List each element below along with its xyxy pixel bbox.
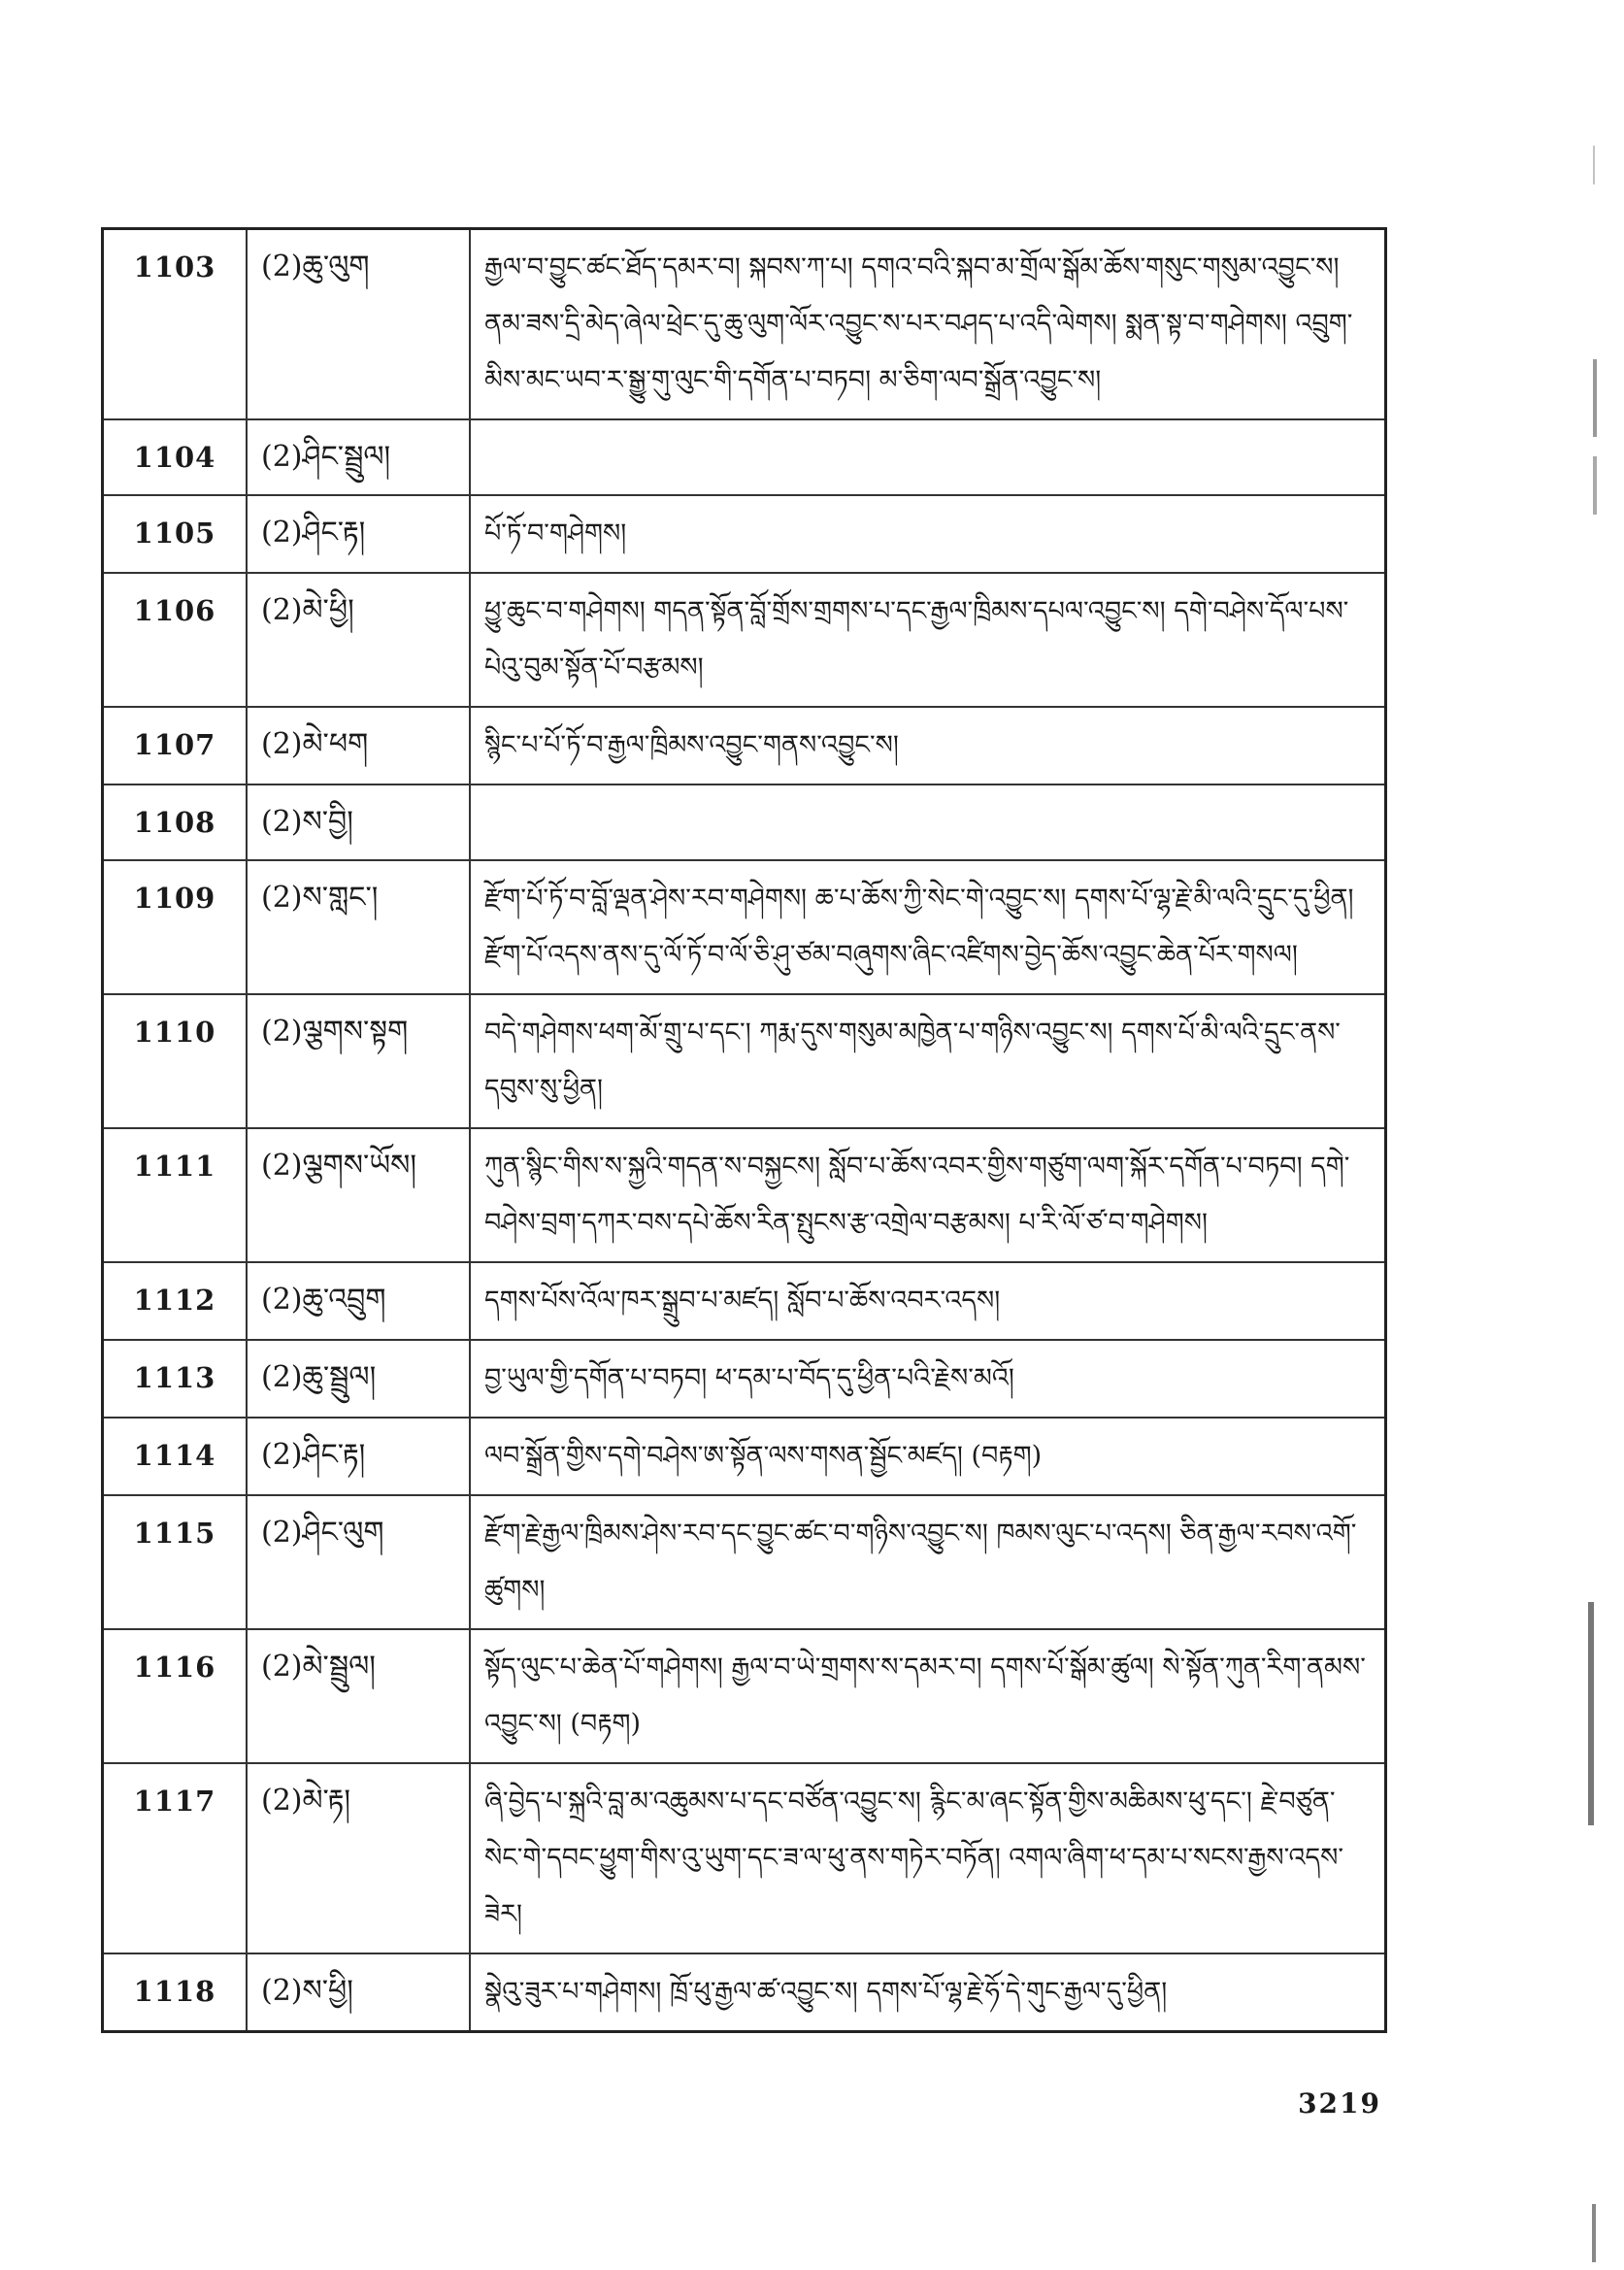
year-name: (2)མེ་རྟ། xyxy=(247,1763,470,1953)
event-description: རྒྱལ་བ་བྱུང་ཚང་ཐོད་དམར་བ། སྐབས་ཀ་པ། དགའ་བའི་སྐབ་མ་གྲོལ་སྒོམ་ཆོས་གསུང་གསུམ་འབྱུང་ས། ནམ་ཟས་དྲི་མེད་ཞེལ་ཕྲེང་དུ་ཆུ་ལུག་ལོར་འབྱུང་ས་པར་བཤད་པ་འདི་ལེགས། སྨན་སྟ་བ་གཤེགས། འབྲུག་མིས་མང་ཡབ་ར་སྒྱུ་གུ་ལུང་གི་དགོན་པ་བཏབ། མ་ཅིག་ལབ་སྒྲོན་འབྱུང་ས། xyxy=(470,229,1386,420)
event-description: རྫོག་པོ་ཏོ་བ་བློ་ལྡན་ཤེས་རབ་གཤེགས། ཆ་པ་ཆོས་ཀྱི་སེང་གེ་འབྱུང་ས། དགས་པོ་ལྷ་རྗེ་མི་ལའི་དྲུང་དུ་ཕྱིན། རྫོག་པོ་འདས་ནས་དུ་ལོ་ཏོ་བ་ལོ་ཅི་ཤུ་ཙམ་བཞུགས་ཞིང་འཛིགས་བྱེད་ཆོས་འབྱུང་ཆེན་པོར་གསལ། xyxy=(470,860,1386,994)
entry-number: 1105 xyxy=(103,495,248,573)
year-name: (2)ས་གླང་། xyxy=(247,860,470,994)
event-description xyxy=(470,419,1386,495)
year-name: (2)ལྕགས་སྟག xyxy=(247,994,470,1128)
year-name: (2)ཤིང་ལུག xyxy=(247,1495,470,1629)
year-name: (2)ཤིང་རྟ། xyxy=(247,495,470,573)
table-row xyxy=(103,994,1386,1128)
entry-number: 1112 xyxy=(103,1262,248,1340)
entry-number: 1110 xyxy=(103,994,248,1128)
year-name: (2)ལྕགས་ཡོས། xyxy=(247,1128,470,1262)
table-row xyxy=(103,419,1386,495)
year-name: (2)མེ་ཕག xyxy=(247,707,470,784)
chronology-table xyxy=(101,227,1387,2033)
year-name: (2)ས་བྱི། xyxy=(247,784,470,860)
table-row xyxy=(103,1340,1386,1418)
entry-number: 1117 xyxy=(103,1763,248,1953)
entry-number: 1118 xyxy=(103,1953,248,2032)
scan-mark xyxy=(1592,2204,1596,2262)
entry-number: 1114 xyxy=(103,1418,248,1495)
table-row xyxy=(103,1763,1386,1953)
event-description: དགས་པོས་འོལ་ཁར་སྒྲུབ་པ་མཛད། སློབ་པ་ཆོས་འབར་འདས། xyxy=(470,1262,1386,1340)
entry-number: 1108 xyxy=(103,784,248,860)
page-number: 3219 xyxy=(1298,2087,1381,2120)
entry-number: 1113 xyxy=(103,1340,248,1418)
entry-number: 1106 xyxy=(103,573,248,707)
event-description: རྫོག་རྗེ་རྒྱལ་ཁྲིམས་ཤེས་རབ་དང་བྱུང་ཚང་བ་གཉིས་འབྱུང་ས། ཁམས་ལུང་པ་འདས། ཅིན་རྒྱལ་རབས་འགོ་ཚུགས། xyxy=(470,1495,1386,1629)
table-row xyxy=(103,1953,1386,2032)
year-name: (2)ཤིང་རྟ། xyxy=(247,1418,470,1495)
event-description: བྱ་ཡུལ་གྱི་དགོན་པ་བཏབ། ཕ་དམ་པ་བོད་དུ་ཕྱིན་པའི་རྗེས་མའོ། xyxy=(470,1340,1386,1418)
event-description: ཀུན་སྙིང་གིས་ས་སྐྱའི་གདན་ས་བསྐྱངས། སློབ་པ་ཆོས་འབར་གྱིས་གཙུག་ལག་སྐོར་དགོན་པ་བཏབ། དགེ་བཤེས་བྲག་དཀར་བས་དཔེ་ཆོས་རིན་སྤུངས་རྩ་འགྲེལ་བརྩམས། པ་རི་ལོ་ཙ་བ་གཤེགས། xyxy=(470,1128,1386,1262)
table-row xyxy=(103,573,1386,707)
scan-mark xyxy=(1593,456,1597,515)
entry-number: 1115 xyxy=(103,1495,248,1629)
table-row xyxy=(103,1418,1386,1495)
table-row xyxy=(103,1262,1386,1340)
table-row xyxy=(103,784,1386,860)
event-description: སྣེའུ་ཟུར་པ་གཤེགས། ཁྲོ་ཕུ་རྒྱལ་ཚ་འབྱུང་ས། དགས་པོ་ལྷ་རྗེ་ཧོ་དེ་གུང་རྒྱལ་དུ་ཕྱིན། xyxy=(470,1953,1386,2032)
year-name: (2)མེ་སྦྲུལ། xyxy=(247,1629,470,1763)
year-name: (2)ཆུ་ལུག xyxy=(247,229,470,420)
year-name: (2)མེ་ཕྱི། xyxy=(247,573,470,707)
entry-number: 1109 xyxy=(103,860,248,994)
entry-number: 1103 xyxy=(103,229,248,420)
event-description: སྟོད་ལུང་པ་ཆེན་པོ་གཤེགས། རྒྱལ་བ་ཡེ་གྲགས་ས་དམར་བ། དགས་པོ་སྒོམ་ཚུལ། སེ་སྟོན་ཀུན་རིག་ནམས་འབྱུང་ས། (བརྟག) xyxy=(470,1629,1386,1763)
event-description: ཕྱུ་ཆུང་བ་གཤེགས། གདན་སྟོན་བློ་གྲོས་གྲགས་པ་དང་རྒྱལ་ཁྲིམས་དཔལ་འབྱུང་ས། དགེ་བཤེས་དོལ་པས་པེའུ་བུམ་སྟོན་པོ་བརྩམས། xyxy=(470,573,1386,707)
entry-number: 1107 xyxy=(103,707,248,784)
table-row xyxy=(103,1128,1386,1262)
event-description: ལབ་སྒྲོན་གྱིས་དགེ་བཤེས་ཨ་སྟོན་ལས་གསན་སྦྱོང་མཛད། (བརྟག) xyxy=(470,1418,1386,1495)
scan-mark xyxy=(1593,359,1597,437)
year-name: (2)ཆུ་སྦྲུལ། xyxy=(247,1340,470,1418)
table-row xyxy=(103,1629,1386,1763)
year-name: (2)ཤིང་སྦྲུལ། xyxy=(247,419,470,495)
scan-mark xyxy=(1588,1602,1594,1825)
entry-number: 1111 xyxy=(103,1128,248,1262)
table-row xyxy=(103,707,1386,784)
year-name: (2)ས་ཕྱི། xyxy=(247,1953,470,2032)
table-row xyxy=(103,1495,1386,1629)
table-row xyxy=(103,229,1386,420)
event-description xyxy=(470,784,1386,860)
event-description: པོ་ཏོ་བ་གཤེགས། xyxy=(470,495,1386,573)
table-row xyxy=(103,495,1386,573)
table-row xyxy=(103,860,1386,994)
entry-number: 1116 xyxy=(103,1629,248,1763)
event-description: ཞི་བྱེད་པ་སྐྲའི་བླ་མ་འཆུམས་པ་དང་བཙོན་འབྱུང་ས། རྙིང་མ་ཞང་སྟོན་གྱིས་མཆིམས་ཕུ་དང་། རྗེ་བཙུན་སེང་གེ་དབང་ཕྱུག་གིས་འུ་ཡུག་དང་ཟ་ལ་ཕུ་ནས་གཏེར་བཏོན། འགལ་ཞིག་ཕ་དམ་པ་སངས་རྒྱས་འདས་ཟེར། xyxy=(470,1763,1386,1953)
event-description: བདེ་གཤེགས་ཕག་མོ་གྲུ་པ་དང་། ཀརྨ་དུས་གསུམ་མཁྱེན་པ་གཉིས་འབྱུང་ས། དགས་པོ་མི་ལའི་དྲུང་ནས་དབུས་སུ་ཕྱིན། xyxy=(470,994,1386,1128)
entry-number: 1104 xyxy=(103,419,248,495)
event-description: སྙིང་པ་པོ་ཏོ་བ་རྒྱལ་ཁྲིམས་འབྱུང་གནས་འབྱུང་ས། xyxy=(470,707,1386,784)
table-body xyxy=(103,229,1386,2032)
year-name: (2)ཆུ་འབྲུག xyxy=(247,1262,470,1340)
scan-mark xyxy=(1593,146,1595,184)
